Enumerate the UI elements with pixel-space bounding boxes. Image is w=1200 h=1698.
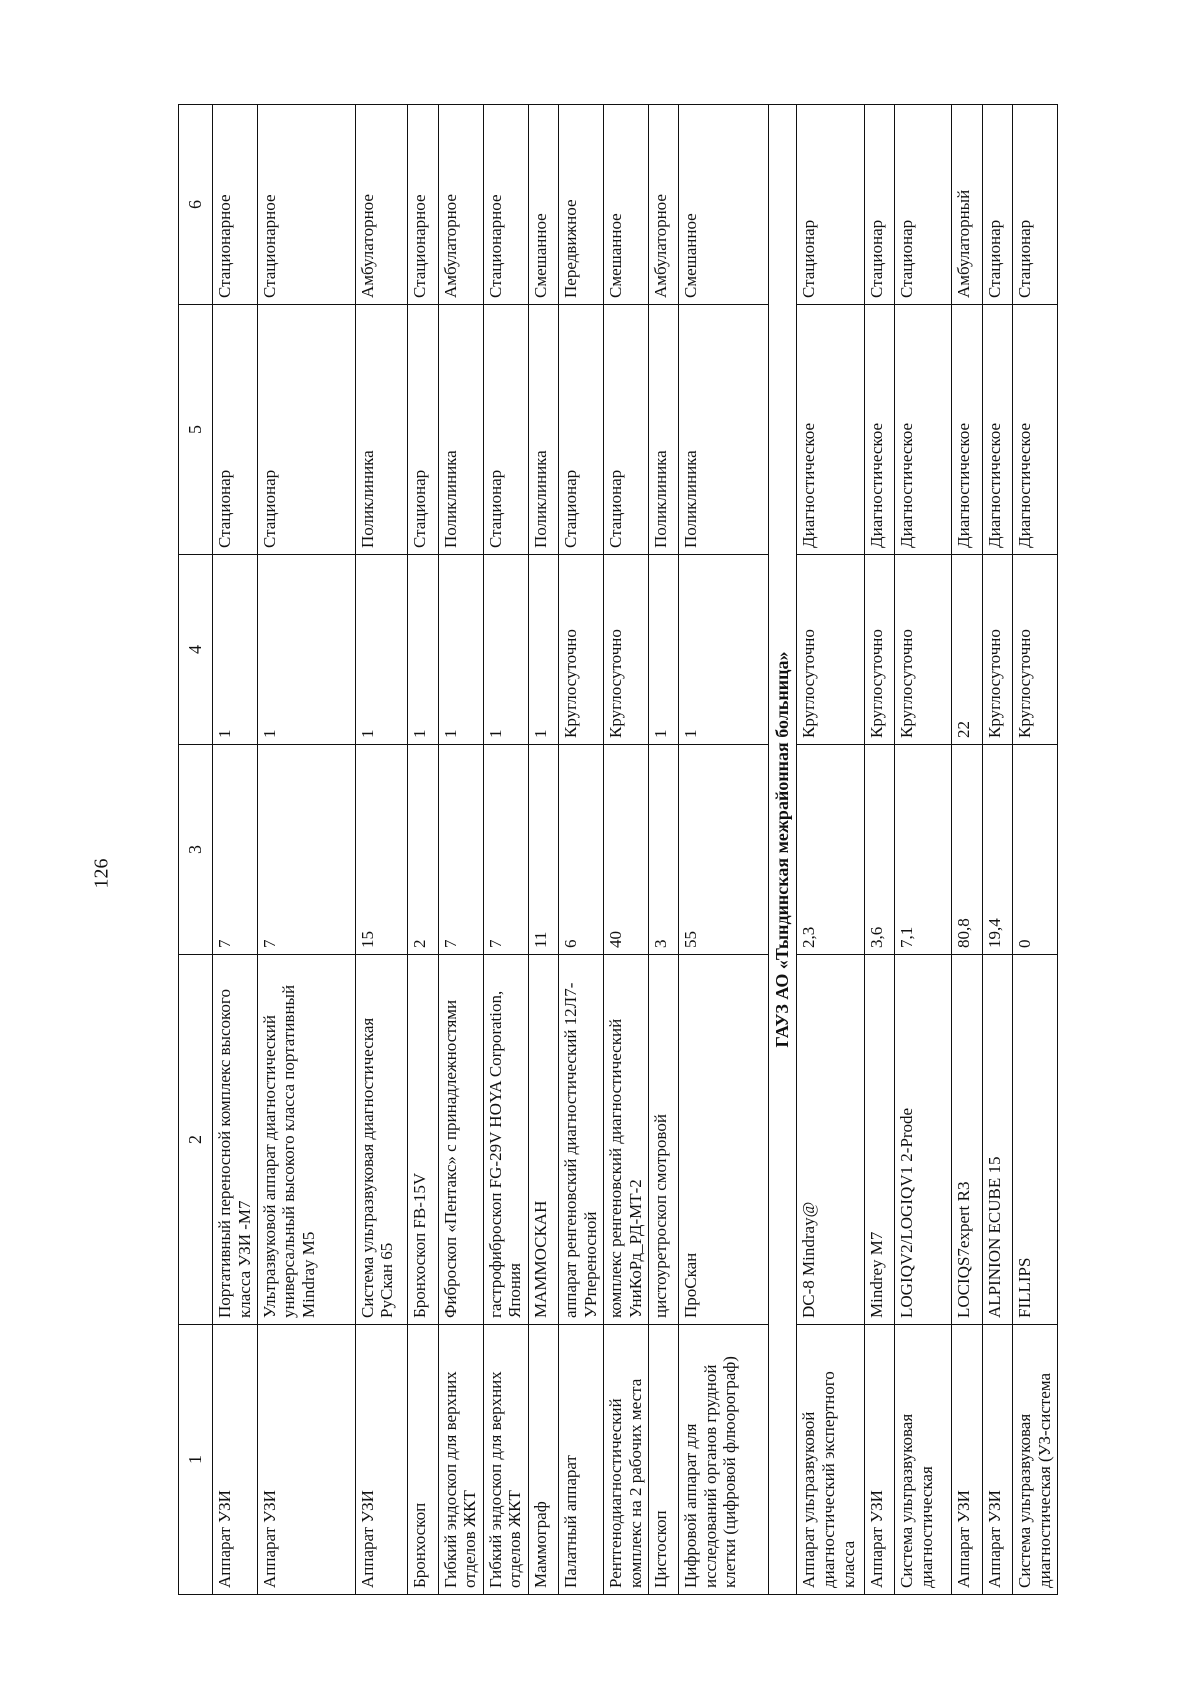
section-title: ГАУЗ АО «Тындинская межрайонная больница» [768,105,796,1595]
department: Диагностическое [952,305,983,555]
equipment-type: Аппарат УЗИ [257,1325,355,1595]
table-row [797,105,864,1595]
column-number: 5 [179,305,213,555]
table-row [982,105,1013,1595]
cell-col-4: 1 [257,555,355,745]
department: Диагностическое [797,305,864,555]
cell-col-3: 2,3 [797,745,864,955]
cell-col-3: 7,1 [895,745,952,955]
model-name: Бронхоскоп FB-15V [408,955,439,1325]
equipment-type: Аппарат УЗИ [952,1325,983,1595]
table-body-a [213,105,769,1595]
cell-col-4: 1 [438,555,483,745]
cell-col-3: 0 [1013,745,1058,955]
equipment-type: Гибкий эндоскоп для верхних отделов ЖКТ [438,1325,483,1595]
cell-col-3: 80,8 [952,745,983,955]
mode: Амбулаторное [438,105,483,305]
rotated-table-wrapper [178,105,1058,1595]
cell-col-3: 15 [355,745,408,955]
cell-col-4: 22 [952,555,983,745]
equipment-type: Аппарат УЗИ [982,1325,1013,1595]
table-row [408,105,439,1595]
cell-col-3: 7 [438,745,483,955]
department: Стационар [559,305,604,555]
column-number: 4 [179,555,213,745]
equipment-type: Система ультразвуковая диагностическая [895,1325,952,1595]
department: Стационар [257,305,355,555]
equipment-type: Аппарат ультразвуковой диагностический экспертного класса [797,1325,864,1595]
cell-col-4: 1 [408,555,439,745]
equipment-type: Гибкий эндоскоп для верхних отделов ЖКТ [483,1325,528,1595]
mode: Стационар [895,105,952,305]
model-name: гастрофиброскоп FG-29V HOYA Corporation, Япония [483,955,528,1325]
equipment-type: Система ультразвуковая диагностическая (УЗ-система [1013,1325,1058,1595]
table-row [438,105,483,1595]
table-row [603,105,648,1595]
cell-col-3: 40 [603,745,648,955]
cell-col-3: 3,6 [864,745,895,955]
column-number: 3 [179,745,213,955]
cell-col-3: 7 [257,745,355,955]
table-row [528,105,559,1595]
equipment-type: Цистоскоп [648,1325,679,1595]
cell-col-3: 6 [559,745,604,955]
table-body-b [797,105,1058,1595]
equipment-type: Рентгенодиагностический комплекс на 2 рабочих места [603,1325,648,1595]
model-name: Система ультразвуковая диагностическая РуСкан 65 [355,955,408,1325]
equipment-type: Цифровой аппарат для исследований органов грудной клетки (цифровой флюорограф) [679,1325,769,1595]
cell-col-3: 7 [213,745,258,955]
table-row [952,105,983,1595]
mode: Стационар [982,105,1013,305]
model-name: Фиброскоп «Пентакс» с принадлежностями [438,955,483,1325]
table-row [559,105,604,1595]
equipment-type: Аппарат УЗИ [213,1325,258,1595]
mode: Амбулаторный [952,105,983,305]
equipment-type: Бронхоскоп [408,1325,439,1595]
department: Стационар [603,305,648,555]
cell-col-4: Круглосуточно [797,555,864,745]
table-row [895,105,952,1595]
cell-col-4: 1 [483,555,528,745]
department: Поликлиника [648,305,679,555]
column-number-row [179,105,213,1595]
mode: Смешанное [679,105,769,305]
model-name: DC-8 Mindray@ [797,955,864,1325]
cell-col-4: Круглосуточно [1013,555,1058,745]
department: Поликлиника [528,305,559,555]
table-row [257,105,355,1595]
mode: Стационарное [483,105,528,305]
equipment-type: Палатный аппарат [559,1325,604,1595]
department: Диагностическое [982,305,1013,555]
model-name: LOCIQS7expert R3 [952,955,983,1325]
table-row [648,105,679,1595]
model-name: Портативный переносной комплекс высокого класса УЗИ -М7 [213,955,258,1325]
cell-col-4: Круглосуточно [982,555,1013,745]
department: Диагностическое [895,305,952,555]
cell-col-4: 1 [679,555,769,745]
equipment-type: Маммограф [528,1325,559,1595]
equipment-type: Аппарат УЗИ [355,1325,408,1595]
mode: Стационарное [213,105,258,305]
mode: Стационарное [408,105,439,305]
table-row [483,105,528,1595]
mode: Передвижное [559,105,604,305]
cell-col-4: Круглосуточно [895,555,952,745]
column-number: 1 [179,1325,213,1595]
table-row [1013,105,1058,1595]
mode: Смешанное [603,105,648,305]
equipment-table [178,104,1058,1595]
model-name: Mindrey M7 [864,955,895,1325]
mode: Амбулаторное [648,105,679,305]
table-row [213,105,258,1595]
department: Поликлиника [438,305,483,555]
cell-col-3: 2 [408,745,439,955]
department: Диагностическое [864,305,895,555]
cell-col-4: Круглосуточно [559,555,604,745]
model-name: МАММОСКАН [528,955,559,1325]
mode: Стационарное [257,105,355,305]
department: Стационар [408,305,439,555]
cell-col-3: 3 [648,745,679,955]
cell-col-4: Круглосуточно [864,555,895,745]
table-row [355,105,408,1595]
mode: Амбулаторное [355,105,408,305]
department: Стационар [213,305,258,555]
model-name: ALPINION ECUBE 15 [982,955,1013,1325]
model-name: FILLIPS [1013,955,1058,1325]
mode: Стационар [1013,105,1058,305]
cell-col-3: 55 [679,745,769,955]
cell-col-4: 1 [648,555,679,745]
section-header-body [768,105,796,1595]
model-name: цистоуретроскоп смотровой [648,955,679,1325]
cell-col-4: 1 [528,555,559,745]
model-name: аппарат ренгеновский диагностический 12Л7-УРпереносной [559,955,604,1325]
department: Поликлиника [679,305,769,555]
model-name: Ультразвуковой аппарат диагностический универсальный высокого класса портативный Mindray M5 [257,955,355,1325]
mode: Стационар [797,105,864,305]
page-number: 126 [90,858,113,889]
department: Диагностическое [1013,305,1058,555]
cell-col-3: 11 [528,745,559,955]
department: Стационар [483,305,528,555]
table-row [679,105,769,1595]
cell-col-4: 1 [355,555,408,745]
model-name: LOGIQV2/LOGIQV1 2-Prode [895,955,952,1325]
equipment-type: Аппарат УЗИ [864,1325,895,1595]
cell-col-4: 1 [213,555,258,745]
column-number: 2 [179,955,213,1325]
department: Поликлиника [355,305,408,555]
cell-col-4: Круглосуточно [603,555,648,745]
model-name: комплекс ренгеновский диагностический УниКоРд_РД-МТ-2 [603,955,648,1325]
model-name: ПроСкан [679,955,769,1325]
table-row [864,105,895,1595]
mode: Стационар [864,105,895,305]
cell-col-3: 7 [483,745,528,955]
column-number: 6 [179,105,213,305]
mode: Смешанное [528,105,559,305]
cell-col-3: 19,4 [982,745,1013,955]
section-header-row [768,105,796,1595]
